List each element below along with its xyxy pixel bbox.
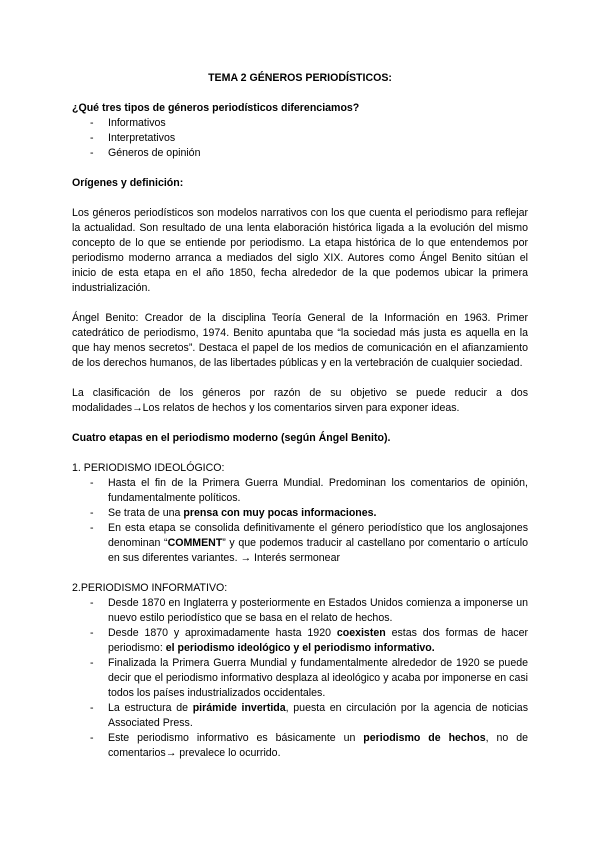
- question-heading: ¿Qué tres tipos de géneros periodísticos diferenciamos?: [72, 102, 360, 114]
- item-text: , no de comentarios→ prevalece lo ocurrido.: [108, 732, 528, 759]
- list-item: - Interpretativos: [72, 131, 528, 146]
- item-bold-text: coexisten: [336, 627, 386, 639]
- genre-types-list: [72, 116, 528, 161]
- list-item: - Desde 1870 en Inglaterra y posteriormente en Estados Unidos comienza a imponerse un nuevo estilo periodístico que se basa en el relato de hechos.: [72, 596, 528, 626]
- item-text: En esta etapa se consolida definitivamente el género periodístico que los anglosajones denominan “: [108, 522, 528, 549]
- stage-1-list: [72, 476, 528, 566]
- item-text: , puesta en circulación por la agencia de noticias Associated Press.: [108, 702, 528, 729]
- stage-2-list: [72, 596, 528, 761]
- list-item: [72, 626, 528, 656]
- list-item: - Informativos: [72, 116, 528, 131]
- item-text: ” y que podemos traducir al castellano por comentario o artículo en sus diferentes variantes. → Interés sermonear: [108, 537, 528, 564]
- list-item: [72, 731, 528, 761]
- item-text: estas dos formas de hacer periodismo:: [108, 627, 528, 654]
- item-bold-text: COMMENT: [167, 537, 223, 549]
- list-item: - Hasta el fin de la Primera Guerra Mundial. Predominan los comentarios de opinión, fundamentalmente políticos.: [72, 476, 528, 506]
- stage-1-title: 1. PERIODISMO IDEOLÓGICO:: [72, 462, 225, 474]
- item-bold-text: el periodismo ideológico y el periodismo informativo.: [165, 642, 435, 654]
- item-text: Desde 1870 y aproximadamente hasta 1920: [108, 627, 337, 639]
- list-item: [72, 701, 528, 731]
- origins-paragraph-1: Los géneros periodísticos son modelos narrativos con los que cuenta el periodismo para reflejar la actualidad. Son resultado de una lenta elaboración histórica ligada a la evolución del mismo concepto de lo que se entiende por periodismo. La etapa histórica de lo que entendemos por periodismo moderno arranca a mediados del siglo XIX. Autores como Ángel Benito sitúan el inicio de esta etapa en el año 1850, fecha alrededor de la que podemos ubicar la primera industrialización.: [72, 207, 528, 294]
- item-text: Se trata de una: [108, 507, 184, 519]
- item-bold-text: pirámide invertida: [192, 702, 286, 714]
- page-title: TEMA 2 GÉNEROS PERIODÍSTICOS:: [208, 72, 392, 84]
- origins-paragraph-3: La clasificación de los géneros por razón de su objetivo se puede reducir a dos modalidades→Los relatos de hechos y los comentarios sirven para exponer ideas.: [72, 387, 528, 414]
- item-text: Este periodismo informativo es básicamente un: [108, 732, 364, 744]
- list-item: [72, 506, 528, 521]
- item-bold-text: prensa con muy pocas informaciones.: [183, 507, 377, 519]
- document-body: [72, 71, 528, 761]
- item-bold-text: periodismo de hechos: [363, 732, 486, 744]
- stages-heading: Cuatro etapas en el periodismo moderno (según Ángel Benito).: [72, 432, 391, 444]
- stage-2-title: 2.PERIODISMO INFORMATIVO:: [72, 582, 228, 594]
- origins-heading: Orígenes y definición:: [72, 177, 184, 189]
- list-item: - Finalizada la Primera Guerra Mundial y fundamentalmente alrededor de 1920 se puede decir que el periodismo informativo desplaza al ideológico y acaba por imponerse en casi todos los países industrializados occidentales.: [72, 656, 528, 701]
- list-item: [72, 521, 528, 566]
- item-text: La estructura de: [108, 702, 193, 714]
- origins-paragraph-2: Ángel Benito: Creador de la disciplina Teoría General de la Información en 1963. Primer catedrático de periodismo, 1974. Benito apuntaba que “la sociedad más justa es aquella en la que hay menos secretos”. Destaca el papel de los medios de comunicación en el afianzamiento de los derechos humanos, de las libertades públicas y en la vertebración de cualquier sociedad.: [72, 312, 528, 369]
- list-item: - Géneros de opinión: [72, 146, 528, 161]
